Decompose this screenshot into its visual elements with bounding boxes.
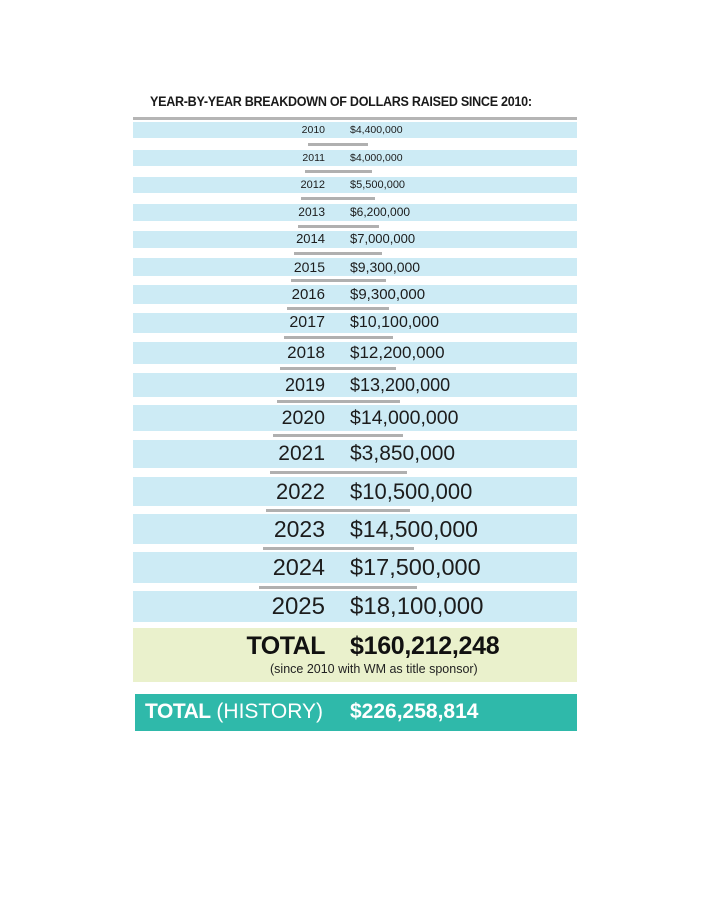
table-row [133, 342, 577, 364]
row-amount: $10,500,000 [350, 478, 473, 504]
row-amount: $14,500,000 [350, 515, 478, 542]
row-year: 2021 [278, 441, 325, 465]
row-amount: $4,000,000 [350, 151, 403, 164]
row-amount: $3,850,000 [350, 441, 456, 465]
row-separator [291, 279, 386, 282]
row-year: 2011 [302, 151, 325, 164]
total-note: (since 2010 with WM as title sponsor) [270, 662, 478, 676]
row-year: 2022 [276, 478, 325, 504]
table-row [133, 122, 577, 138]
row-amount: $17,500,000 [350, 553, 481, 580]
row-year: 2017 [289, 313, 325, 331]
table-row [133, 440, 577, 468]
row-amount: $13,200,000 [350, 374, 451, 395]
row-amount: $9,300,000 [350, 285, 426, 303]
row-year: 2020 [281, 406, 325, 429]
row-year: 2016 [291, 285, 325, 303]
row-amount: $7,000,000 [350, 231, 416, 247]
row-separator [277, 400, 400, 403]
total-history-label [145, 700, 323, 724]
row-amount: $4,400,000 [350, 123, 403, 136]
total-history-value: $226,258,814 [350, 700, 479, 723]
table-row [133, 591, 577, 622]
row-separator [266, 509, 410, 512]
table-row [133, 285, 577, 304]
row-year: 2024 [272, 553, 325, 580]
row-separator [287, 307, 389, 310]
row-year: 2025 [271, 592, 325, 620]
table-row [133, 150, 577, 166]
row-amount: $14,000,000 [350, 406, 459, 429]
row-separator [301, 197, 375, 200]
table-row [133, 258, 577, 276]
total-label: TOTAL [246, 632, 325, 660]
row-separator [259, 586, 417, 589]
row-separator [284, 336, 393, 339]
table-row [133, 231, 577, 248]
row-amount: $5,500,000 [350, 178, 406, 191]
row-year: 2019 [284, 374, 325, 395]
row-separator [294, 252, 382, 255]
total-value: $160,212,248 [350, 632, 500, 660]
row-separator [270, 471, 407, 474]
row-year: 2010 [301, 123, 325, 136]
row-year: 2014 [296, 231, 325, 247]
row-year: 2012 [300, 178, 325, 191]
row-separator [298, 225, 379, 228]
table-row [133, 373, 577, 397]
table-row [133, 405, 577, 431]
row-year: 2013 [298, 204, 325, 219]
total-history-row [135, 694, 577, 731]
row-separator [263, 547, 414, 550]
total-row [133, 628, 577, 682]
table-row [133, 477, 577, 506]
row-year: 2018 [287, 343, 325, 363]
row-year: 2015 [293, 258, 325, 275]
row-year: 2023 [273, 515, 325, 542]
row-amount: $9,300,000 [350, 258, 421, 275]
total-history-label-rest: (HISTORY) [210, 700, 323, 723]
row-separator [273, 434, 403, 437]
table-row [133, 552, 577, 583]
chart-title: YEAR-BY-YEAR BREAKDOWN OF DOLLARS RAISED SINCE 2010: [150, 94, 532, 109]
total-history-label-bold: TOTAL [145, 700, 211, 723]
table-row [133, 177, 577, 193]
row-amount: $10,100,000 [350, 313, 439, 331]
row-separator [280, 367, 396, 370]
row-separator [308, 143, 368, 146]
row-amount: $18,100,000 [350, 592, 484, 620]
row-amount: $12,200,000 [350, 343, 445, 363]
row-amount: $6,200,000 [350, 204, 411, 219]
table-row [133, 204, 577, 221]
row-separator [305, 170, 372, 173]
table-row [133, 313, 577, 333]
table-row [133, 514, 577, 544]
